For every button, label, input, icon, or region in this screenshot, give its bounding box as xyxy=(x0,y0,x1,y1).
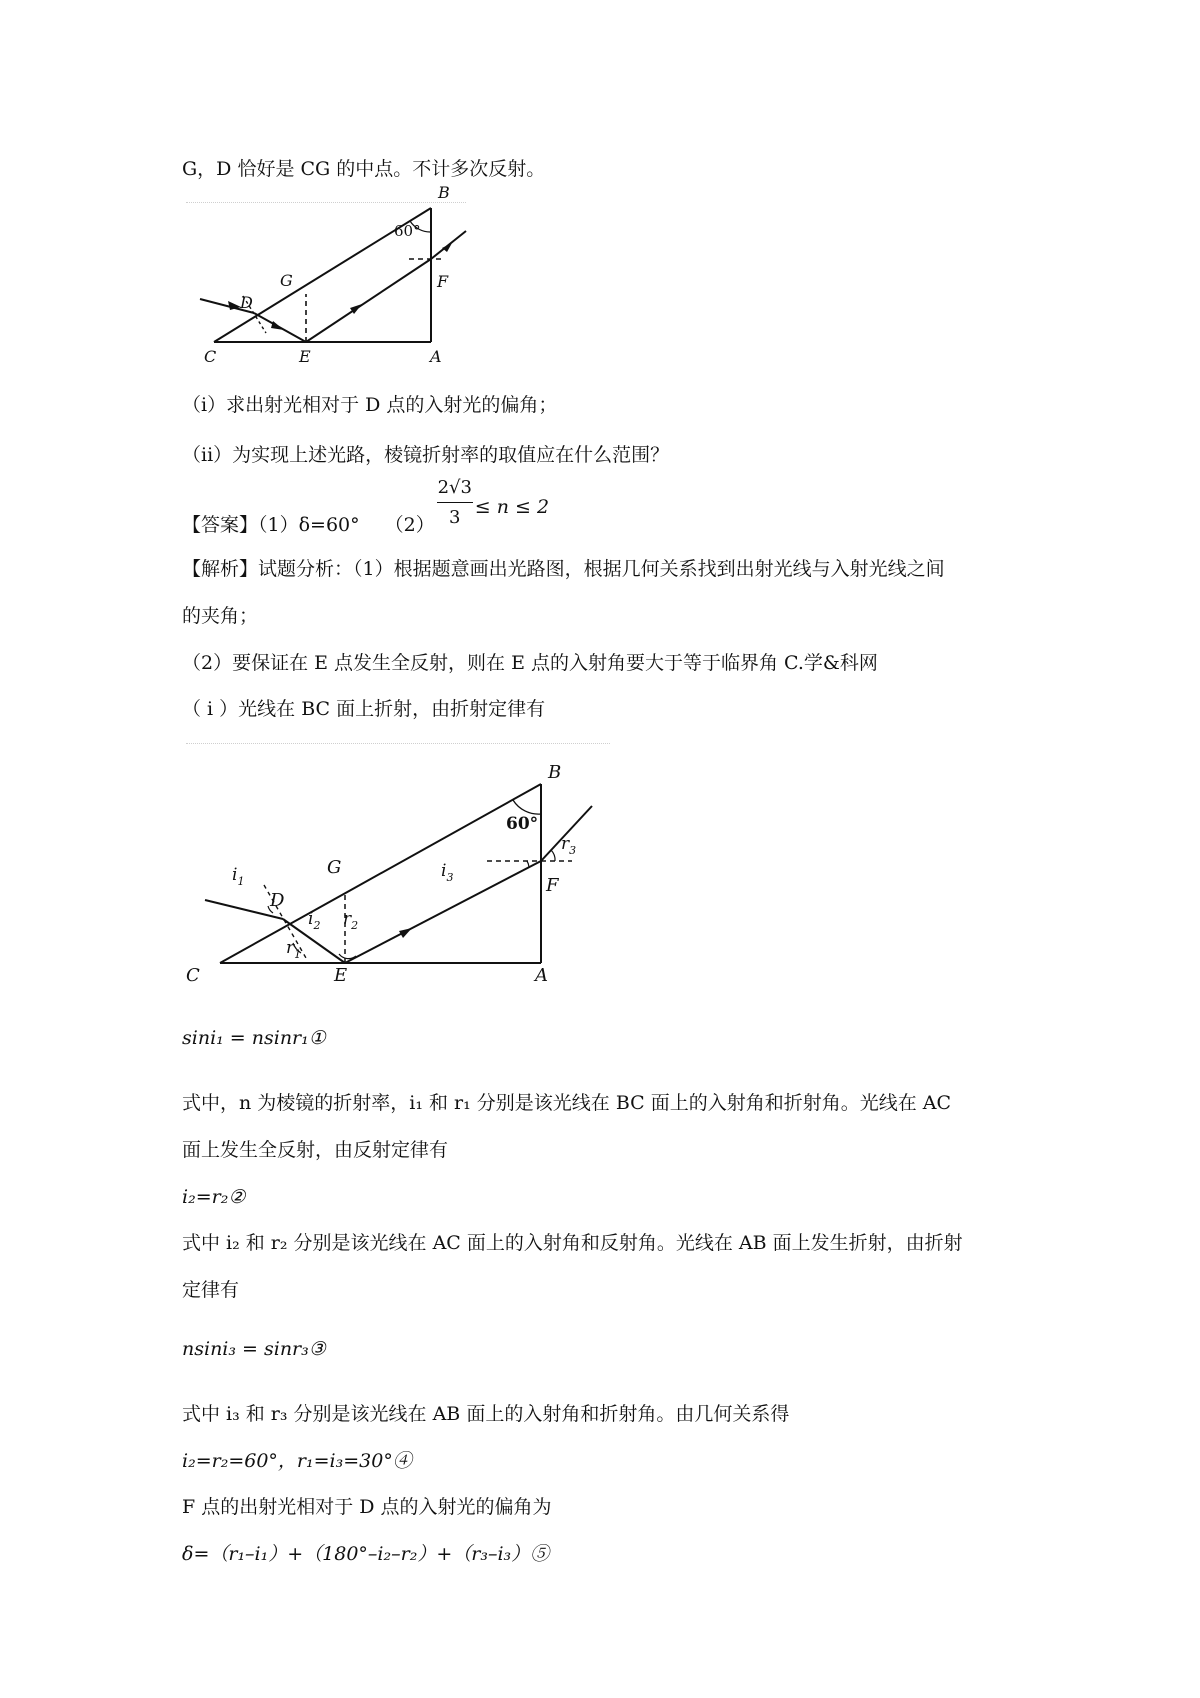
i2-main: i xyxy=(308,909,314,929)
i1-main: i xyxy=(232,865,238,885)
dotted-divider-2 xyxy=(186,743,610,744)
label-F: F xyxy=(437,272,449,291)
label-r3 xyxy=(561,834,576,857)
i1-sub: 1 xyxy=(237,875,245,888)
r1-sub: 1 xyxy=(294,948,302,961)
i2-sub: 2 xyxy=(313,919,321,932)
explain-line-1: 式中，n 为棱镜的折射率，i₁ 和 r₁ 分别是该光线在 BC 面上的入射角和折射角。光线在 AC xyxy=(182,1092,952,1114)
label-F: F xyxy=(546,875,559,896)
fraction-bar xyxy=(437,502,473,503)
label-G: G xyxy=(280,271,293,290)
fraction-denominator: 3 xyxy=(449,507,461,528)
label-B: B xyxy=(548,762,562,783)
label-angle: 60° xyxy=(506,814,539,834)
question-1: （i）求出射光相对于 D 点的入射光的偏角； xyxy=(182,394,558,416)
r2-main: r xyxy=(343,909,352,929)
answer-line xyxy=(182,477,550,539)
label-r2 xyxy=(343,909,358,932)
equation-5: δ=（r₁–i₁）+（180°–i₂–r₂）+（r₃–i₃）⑤ xyxy=(182,1543,550,1565)
answer-fraction xyxy=(435,477,475,539)
label-B: B xyxy=(438,183,450,202)
analysis-line-4: （ i ）光线在 BC 面上折射，由折射定律有 xyxy=(182,698,546,720)
label-i1 xyxy=(232,865,244,888)
question-2: （ii）为实现上述光路，棱镜折射率的取值应在什么范围？ xyxy=(182,444,670,466)
equation-2: i₂=r₂② xyxy=(182,1186,246,1208)
prism-diagram-2 xyxy=(180,748,620,998)
answer-prefix: 【答案】（1）δ=60° （2） xyxy=(182,514,435,536)
label-D: D xyxy=(240,293,253,312)
i3-sub: 3 xyxy=(446,871,454,884)
r1-main: r xyxy=(286,938,295,958)
label-i3 xyxy=(441,861,453,884)
label-E: E xyxy=(299,347,311,366)
label-i2 xyxy=(308,909,320,932)
r3-main: r xyxy=(561,834,570,854)
prism-diagram-1 xyxy=(180,183,480,380)
analysis-line-3: （2）要保证在 E 点发生全反射，则在 E 点的入射角要大于等于临界角 C.学&科网 xyxy=(182,652,878,674)
label-angle: 60° xyxy=(394,222,421,240)
equation-1: sini₁ = nsinr₁① xyxy=(182,1027,326,1049)
text-line-1: G，D 恰好是 CG 的中点。不计多次反射。 xyxy=(182,158,546,180)
explain-line-6: F 点的出射光相对于 D 点的入射光的偏角为 xyxy=(182,1496,552,1518)
explain-line-5: 式中 i₃ 和 r₃ 分别是该光线在 AB 面上的入射角和折射角。由几何关系得 xyxy=(182,1403,790,1425)
equation-3: nsini₃ = sinr₃③ xyxy=(182,1338,326,1360)
label-E: E xyxy=(334,965,348,986)
label-A: A xyxy=(430,347,442,366)
r3-sub: 3 xyxy=(569,844,577,857)
analysis-line-2: 的夹角； xyxy=(182,605,259,627)
label-G: G xyxy=(327,857,342,878)
equation-4: i₂=r₂=60°，r₁=i₃=30°④ xyxy=(182,1450,412,1472)
r2-sub: 2 xyxy=(351,919,359,932)
label-D: D xyxy=(270,890,285,911)
explain-line-2: 面上发生全反射，由反射定律有 xyxy=(182,1139,449,1161)
answer-range: ≤ n ≤ 2 xyxy=(474,496,550,518)
label-r1 xyxy=(286,938,301,961)
label-C: C xyxy=(204,347,217,366)
analysis-line-1: 【解析】试题分析：（1）根据题意画出光路图，根据几何关系找到出射光线与入射光线之间 xyxy=(182,558,945,580)
explain-line-3: 式中 i₂ 和 r₂ 分别是该光线在 AC 面上的入射角和反射角。光线在 AB 面上发生折射，由折射 xyxy=(182,1232,963,1254)
label-C: C xyxy=(186,965,200,986)
i3-main: i xyxy=(441,861,447,881)
explain-line-4: 定律有 xyxy=(182,1279,240,1301)
fraction-numerator: 2√3 xyxy=(437,477,472,498)
label-A: A xyxy=(535,965,548,986)
